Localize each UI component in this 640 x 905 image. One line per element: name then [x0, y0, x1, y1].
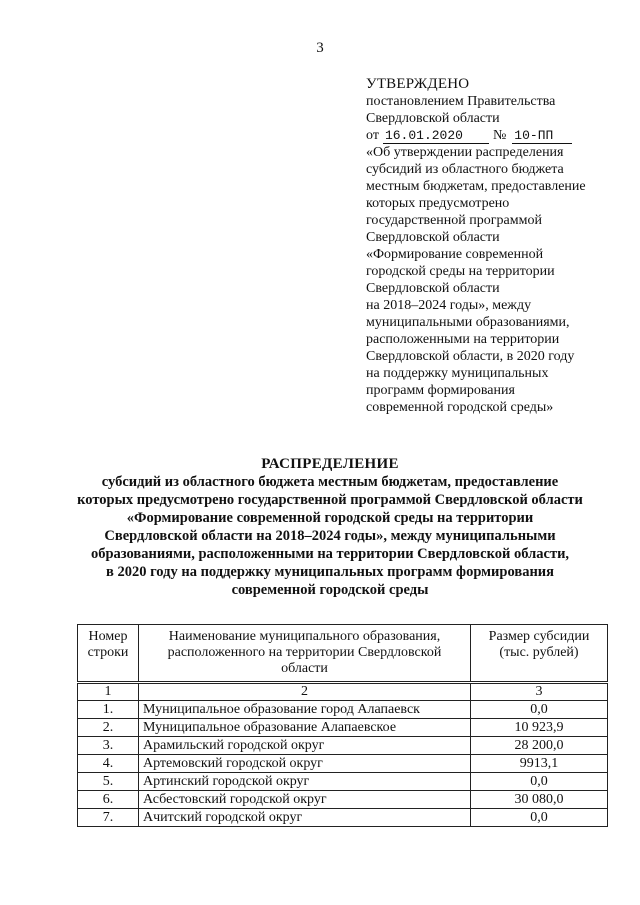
approval-resolution-title: [366, 144, 616, 416]
approval-line: программ формирования: [366, 383, 515, 398]
header-row-number: Номер строки: [78, 625, 139, 683]
column-number-row: [78, 683, 608, 701]
row-number: 7.: [78, 809, 139, 827]
heading-line: «Формирование современной городской среды на территории: [126, 510, 534, 526]
heading-line: образованиями, расположенными на территории Свердловской области,: [90, 546, 570, 562]
municipality-name: Ачитский городской округ: [139, 809, 471, 827]
subsidy-amount: 0,0: [471, 773, 608, 791]
table-body: [78, 683, 608, 827]
approval-line: которых предусмотрено: [366, 196, 510, 211]
column-number: 3: [471, 683, 608, 701]
approval-line: муниципальными образованиями,: [366, 315, 570, 330]
approval-title: УТВЕРЖДЕНО: [366, 76, 470, 92]
row-number: 3.: [78, 737, 139, 755]
approval-line: государственной программой: [366, 213, 542, 228]
table-row: [78, 773, 608, 791]
table-row: [78, 809, 608, 827]
column-number: 1: [78, 683, 139, 701]
row-number: 1.: [78, 701, 139, 719]
municipality-name: Муниципальное образование Алапаевское: [139, 719, 471, 737]
approval-line: современной городской среды»: [366, 400, 554, 415]
subsidy-amount: 28 200,0: [471, 737, 608, 755]
subsidy-amount: 30 080,0: [471, 791, 608, 809]
approval-line: «Формирование современной: [366, 247, 544, 262]
header-subsidy-amount: Размер субсидии (тыс. рублей): [471, 625, 608, 683]
distribution-table: [77, 624, 608, 827]
approval-block: [366, 76, 616, 416]
approval-date: 16.01.2020: [383, 129, 489, 144]
approval-line: на 2018–2024 годы», между: [366, 298, 532, 313]
subsidy-amount: 0,0: [471, 809, 608, 827]
heading-line: в 2020 году на поддержку муниципальных программ формирования: [106, 564, 554, 580]
approval-line: «Об утверждении распределения: [366, 145, 564, 160]
approval-line: расположенными на территории: [366, 332, 560, 347]
heading-line: Свердловской области на 2018–2024 годы», между муниципальными: [104, 528, 556, 544]
municipality-name: Асбестовский городской округ: [139, 791, 471, 809]
approval-line: на поддержку муниципальных: [366, 366, 549, 381]
date-prefix: от: [366, 128, 379, 143]
municipality-name: Артемовский городской округ: [139, 755, 471, 773]
heading-line: которых предусмотрено государственной программой Свердловской области: [77, 492, 583, 508]
row-number: 4.: [78, 755, 139, 773]
heading-line: современной городской среды: [231, 582, 429, 598]
table-header-row: [78, 625, 608, 683]
document-heading: [60, 455, 600, 599]
subsidy-amount: 0,0: [471, 701, 608, 719]
approval-date-line: [366, 127, 616, 144]
municipality-name: Арамильский городской округ: [139, 737, 471, 755]
approval-line: городской среды на территории: [366, 264, 555, 279]
subsidy-amount: 9913,1: [471, 755, 608, 773]
table-row: [78, 719, 608, 737]
row-number: 5.: [78, 773, 139, 791]
approval-line: Свердловской области, в 2020 году: [366, 349, 575, 364]
column-number: 2: [139, 683, 471, 701]
subsidy-amount: 10 923,9: [471, 719, 608, 737]
heading-subtitle: [60, 473, 600, 599]
heading-line: субсидий из областного бюджета местным бюджетам, предоставление: [101, 474, 559, 490]
approval-line: местным бюджетам, предоставление: [366, 179, 586, 194]
page-number: 3: [316, 40, 324, 56]
approval-line: постановлением Правительства: [366, 94, 556, 109]
number-prefix: №: [492, 128, 507, 143]
table-row: [78, 755, 608, 773]
heading-title: РАСПРЕДЕЛЕНИЕ: [261, 456, 399, 472]
approval-line: субсидий из областного бюджета: [366, 162, 564, 177]
approval-line: Свердловской области: [366, 230, 500, 245]
approval-line: Свердловской области: [366, 111, 500, 126]
approval-line: Свердловской области: [366, 281, 500, 296]
municipality-name: Артинский городской округ: [139, 773, 471, 791]
table-row: [78, 791, 608, 809]
table-row: [78, 737, 608, 755]
table-row: [78, 701, 608, 719]
header-municipality: Наименование муниципального образования, расположенного на территории Свердловской области: [139, 625, 471, 683]
row-number: 6.: [78, 791, 139, 809]
municipality-name: Муниципальное образование город Алапаевск: [139, 701, 471, 719]
approval-number: 10-ПП: [512, 129, 572, 144]
row-number: 2.: [78, 719, 139, 737]
